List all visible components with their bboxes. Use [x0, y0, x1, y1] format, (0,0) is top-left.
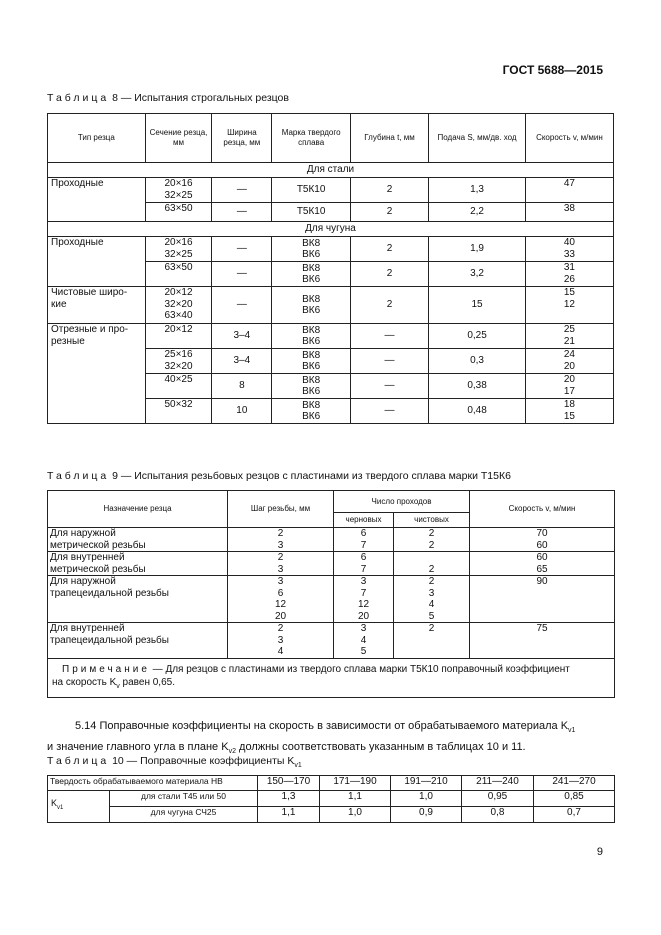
table10-title: 10 — Поправочные коэффициенты K — [109, 755, 295, 767]
t8-depth: 2 — [350, 203, 428, 222]
t8-width: 3–4 — [212, 324, 272, 349]
t9-pitch: 2 3 — [228, 528, 334, 552]
t8-grade: ВК8 ВК6 — [272, 324, 350, 349]
t8-width: — — [212, 262, 272, 287]
table8-caption — [47, 92, 289, 104]
standard-header: ГОСТ 5688—2015 — [502, 63, 603, 77]
table10 — [47, 775, 615, 823]
t8-type: Проходные — [48, 237, 146, 262]
t9-pitch: 3 6 12 20 — [228, 576, 334, 623]
t8-col-section: Сечение резца, мм — [145, 114, 212, 163]
t10-cell: 0,85 — [534, 791, 615, 807]
t8-type — [48, 349, 146, 374]
t9-finish: 2 2 — [394, 528, 470, 552]
t8-section: 20×16 32×25 — [145, 237, 212, 262]
t9-speed: 70 60 — [470, 528, 615, 552]
t8-depth: 2 — [350, 287, 428, 324]
table-row — [48, 178, 614, 203]
t9-col-purpose: Назначение резца — [48, 491, 228, 528]
t9-pitch: 2 3 — [228, 552, 334, 576]
t8-speed: 47 — [525, 178, 613, 203]
t8-speed: 15 12 — [525, 287, 613, 324]
t9-col-passes: Число проходов — [334, 491, 470, 513]
t8-width: — — [212, 237, 272, 262]
t10-cell: 0,8 — [462, 807, 534, 823]
para-sub1: v1 — [568, 727, 576, 735]
t8-col-speed: Скорость v, м/мин — [525, 114, 613, 163]
t10-cell: 1,0 — [391, 791, 462, 807]
t8-width: — — [212, 178, 272, 203]
t8-feed: 0,48 — [429, 399, 526, 424]
t9-speed: 60 65 — [470, 552, 615, 576]
note-text2: на скорость K — [52, 676, 117, 688]
t8-col-feed: Подача S, мм/дв. ход — [429, 114, 526, 163]
t10-cell: 1,0 — [320, 807, 391, 823]
t9-rough: 6 7 — [334, 528, 394, 552]
t8-feed: 3,2 — [429, 262, 526, 287]
t8-grade: Т5К10 — [272, 178, 350, 203]
t8-feed: 0,3 — [429, 349, 526, 374]
t8-depth: — — [350, 324, 428, 349]
note-label: Примечание — [62, 663, 150, 675]
para-sub2: v2 — [228, 748, 236, 756]
t8-feed: 0,25 — [429, 324, 526, 349]
table10-caption — [47, 755, 302, 769]
t8-feed: 0,38 — [429, 374, 526, 399]
t8-depth: 2 — [350, 178, 428, 203]
para-line1: 5.14 Поправочные коэффициенты на скорость в зависимости от обрабатываемого материала K — [75, 720, 569, 732]
table-label: Таблица — [47, 470, 110, 482]
t8-section: 63×50 — [145, 262, 212, 287]
t8-speed: 38 — [525, 203, 613, 222]
t9-col-finish: чистовых — [394, 513, 470, 528]
t8-section: 63×50 — [145, 203, 212, 222]
t8-type — [48, 203, 146, 222]
t8-depth: 2 — [350, 237, 428, 262]
table10-title-sub: v1 — [294, 762, 302, 770]
t10-k-sub: v1 — [57, 805, 64, 812]
t8-col-width: Ширина резца, мм — [212, 114, 272, 163]
t10-range: 241—270 — [534, 776, 615, 791]
t8-feed: 2,2 — [429, 203, 526, 222]
t10-cell: 1,1 — [320, 791, 391, 807]
t10-range: 150—170 — [258, 776, 320, 791]
t10-material: для стали Т45 или 50 — [110, 791, 258, 807]
t10-k-label — [48, 791, 110, 823]
t8-width: — — [212, 203, 272, 222]
note-text3: равен 0,65. — [119, 676, 175, 688]
table-row — [48, 374, 614, 399]
t9-speed: 75 — [470, 623, 615, 659]
t10-cell: 1,1 — [258, 807, 320, 823]
t8-width: 10 — [212, 399, 272, 424]
table-label: Таблица — [47, 92, 110, 104]
t8-speed: 31 26 — [525, 262, 613, 287]
t8-type: Проходные — [48, 178, 146, 203]
note-sub: v — [116, 682, 120, 690]
t10-cell: 0,7 — [534, 807, 615, 823]
t8-width: 8 — [212, 374, 272, 399]
t10-cell: 0,9 — [391, 807, 462, 823]
t8-grade: ВК8 ВК6 — [272, 237, 350, 262]
t9-pitch: 2 3 4 — [228, 623, 334, 659]
t10-material: для чугуна СЧ25 — [110, 807, 258, 823]
t10-range: 191—210 — [391, 776, 462, 791]
t8-type — [48, 374, 146, 399]
t9-rough: 3 7 12 20 — [334, 576, 394, 623]
table8 — [47, 113, 614, 424]
t8-type — [48, 399, 146, 424]
table-row — [48, 528, 615, 552]
t10-k: K — [51, 798, 58, 809]
page-number: 9 — [596, 846, 603, 858]
t9-finish: 2 — [394, 552, 470, 576]
para-line2b: должны соответствовать указанным в таблицах 10 и 11. — [235, 741, 526, 754]
table9-title: 9 — Испытания резьбовых резцов с пластинами из твердого сплава марки Т15К6 — [109, 470, 511, 482]
t8-speed: 40 33 — [525, 237, 613, 262]
t8-section: 20×12 32×20 63×40 — [145, 287, 212, 324]
t9-speed: 90 — [470, 576, 615, 623]
t9-col-rough: черновых — [334, 513, 394, 528]
table-row — [48, 576, 615, 623]
t8-feed: 15 — [429, 287, 526, 324]
t8-type — [48, 262, 146, 287]
table-row — [48, 399, 614, 424]
t9-rough: 6 7 — [334, 552, 394, 576]
t8-section: 50×32 — [145, 399, 212, 424]
para-line2a: и значение главного угла в плане K — [47, 741, 229, 754]
t8-col-depth: Глубина t, мм — [350, 114, 428, 163]
t8-depth: 2 — [350, 262, 428, 287]
t10-hardness-label: Твердость обрабатываемого материала НВ — [48, 776, 258, 791]
t8-depth: — — [350, 374, 428, 399]
t8-feed: 1,3 — [429, 178, 526, 203]
t8-section: 20×12 — [145, 324, 212, 349]
table-row — [48, 623, 615, 659]
t8-feed: 1,9 — [429, 237, 526, 262]
t8-grade: ВК8 ВК6 — [272, 374, 350, 399]
t9-purpose: Для наружной метрической резьбы — [48, 528, 228, 552]
t8-grade: ВК8 ВК6 — [272, 349, 350, 374]
t10-range: 211—240 — [462, 776, 534, 791]
t8-col-type: Тип резца — [48, 114, 146, 163]
t8-type: Чистовые широ- кие — [48, 287, 146, 324]
t9-finish: 2 3 4 5 — [394, 576, 470, 623]
t8-grade: ВК8 ВК6 — [272, 399, 350, 424]
table9-caption — [47, 470, 511, 482]
t8-section: 25×16 32×20 — [145, 349, 212, 374]
note-text: — Для резцов с пластинами из твердого сплава марки Т5К10 поправочный коэффициент — [149, 663, 570, 675]
t9-col-speed: Скорость v, м/мин — [470, 491, 615, 528]
t9-rough: 3 4 5 — [334, 623, 394, 659]
t10-cell: 1,3 — [258, 791, 320, 807]
table-row — [48, 287, 614, 324]
t8-speed: 24 20 — [525, 349, 613, 374]
table-row — [48, 262, 614, 287]
t8-grade: ВК8 ВК6 — [272, 287, 350, 324]
t8-width: — — [212, 287, 272, 324]
table-row — [48, 237, 614, 262]
table-row — [48, 552, 615, 576]
t9-col-pitch: Шаг резьбы, мм — [228, 491, 334, 528]
t8-grade: Т5К10 — [272, 203, 350, 222]
t10-cell: 0,95 — [462, 791, 534, 807]
table9 — [47, 490, 615, 698]
t8-grade: ВК8 ВК6 — [272, 262, 350, 287]
t8-depth: — — [350, 399, 428, 424]
t8-col-grade: Марка твердого сплава — [272, 114, 350, 163]
t8-type: Отрезные и про- резные — [48, 324, 146, 349]
t9-finish: 2 — [394, 623, 470, 659]
t9-purpose: Для внутренней метрической резьбы — [48, 552, 228, 576]
table-row — [48, 324, 614, 349]
t9-purpose: Для внутренней трапецеидальной резьбы — [48, 623, 228, 659]
t8-speed: 18 15 — [525, 399, 613, 424]
t8-section-iron: Для чугуна — [48, 222, 614, 237]
t9-note — [48, 658, 615, 697]
t8-speed: 20 17 — [525, 374, 613, 399]
table-label: Таблица — [47, 755, 110, 767]
table-row — [48, 203, 614, 222]
t8-width: 3–4 — [212, 349, 272, 374]
t8-section: 20×16 32×25 — [145, 178, 212, 203]
table-row — [48, 349, 614, 374]
t10-range: 171—190 — [320, 776, 391, 791]
table8-title: 8 — Испытания строгальных резцов — [109, 92, 289, 104]
t8-section: 40×25 — [145, 374, 212, 399]
t8-depth: — — [350, 349, 428, 374]
t9-purpose: Для наружной трапецеидальной резьбы — [48, 576, 228, 623]
t8-section-steel: Для стали — [48, 163, 614, 178]
t8-speed: 25 21 — [525, 324, 613, 349]
